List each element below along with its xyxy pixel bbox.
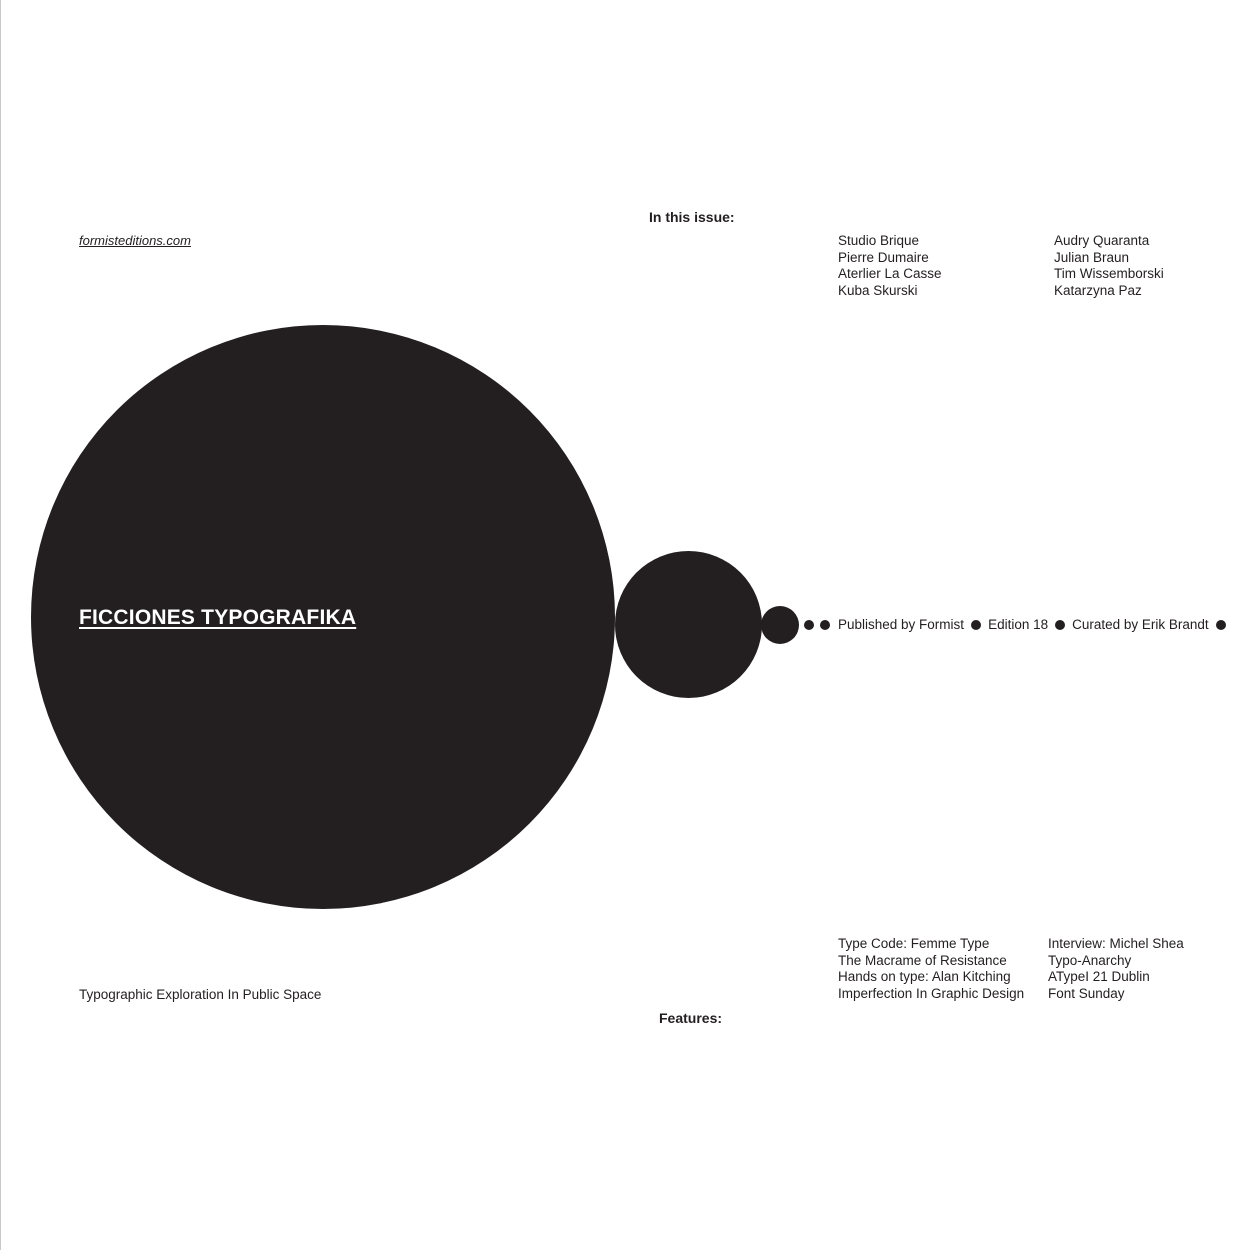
- page-edge-rule: [0, 0, 1, 1250]
- in-this-issue-heading: In this issue:: [649, 209, 735, 225]
- feature-item: The Macrame of Resistance: [838, 952, 1007, 968]
- features-heading: Features:: [659, 1010, 723, 1026]
- contributor-item: Pierre Dumaire: [838, 249, 929, 265]
- bullet-dot-icon: [1055, 620, 1065, 630]
- bullet-dot-icon: [820, 620, 830, 630]
- bullet-dot-icon: [1216, 620, 1226, 630]
- features-column-1: [838, 936, 1024, 1003]
- feature-item: Hands on type: Alan Kitching: [838, 969, 1011, 985]
- contributor-item: Julian Braun: [1054, 249, 1130, 265]
- bullet-dot-icon: [804, 620, 814, 630]
- medium-black-circle: [615, 551, 762, 698]
- credits-line: [804, 617, 1233, 632]
- website-link[interactable]: formisteditions.com: [79, 233, 191, 248]
- features-column-2: [1048, 936, 1184, 1003]
- feature-item: Font Sunday: [1048, 986, 1125, 1002]
- contributors-column-1: [838, 233, 942, 300]
- curator-credit: Curated by Erik Brandt: [1072, 617, 1209, 632]
- contributor-item: Audry Quaranta: [1054, 233, 1150, 248]
- contributor-item: Aterlier La Casse: [838, 266, 942, 282]
- feature-item: Imperfection In Graphic Design: [838, 986, 1025, 1002]
- contributor-item: Katarzyna Paz: [1054, 283, 1142, 299]
- contributors-column-2: [1054, 233, 1164, 300]
- feature-item: ATypeI 21 Dublin: [1048, 969, 1150, 985]
- magazine-title: FICCIONES TYPOGRAFIKA: [79, 606, 357, 629]
- small-black-circle: [761, 606, 799, 644]
- edition-number: Edition 18: [988, 617, 1049, 632]
- tagline: Typographic Exploration In Public Space: [79, 987, 322, 1002]
- contributor-item: Kuba Skurski: [838, 283, 918, 299]
- bullet-dot-icon: [971, 620, 981, 630]
- feature-item: Interview: Michel Shea: [1048, 936, 1184, 951]
- contributor-item: Tim Wissemborski: [1054, 266, 1164, 282]
- feature-item: Typo-Anarchy: [1048, 952, 1132, 968]
- contributor-item: Studio Brique: [838, 233, 920, 248]
- publisher-credit: Published by Formist: [838, 617, 965, 632]
- feature-item: Type Code: Femme Type: [838, 936, 990, 951]
